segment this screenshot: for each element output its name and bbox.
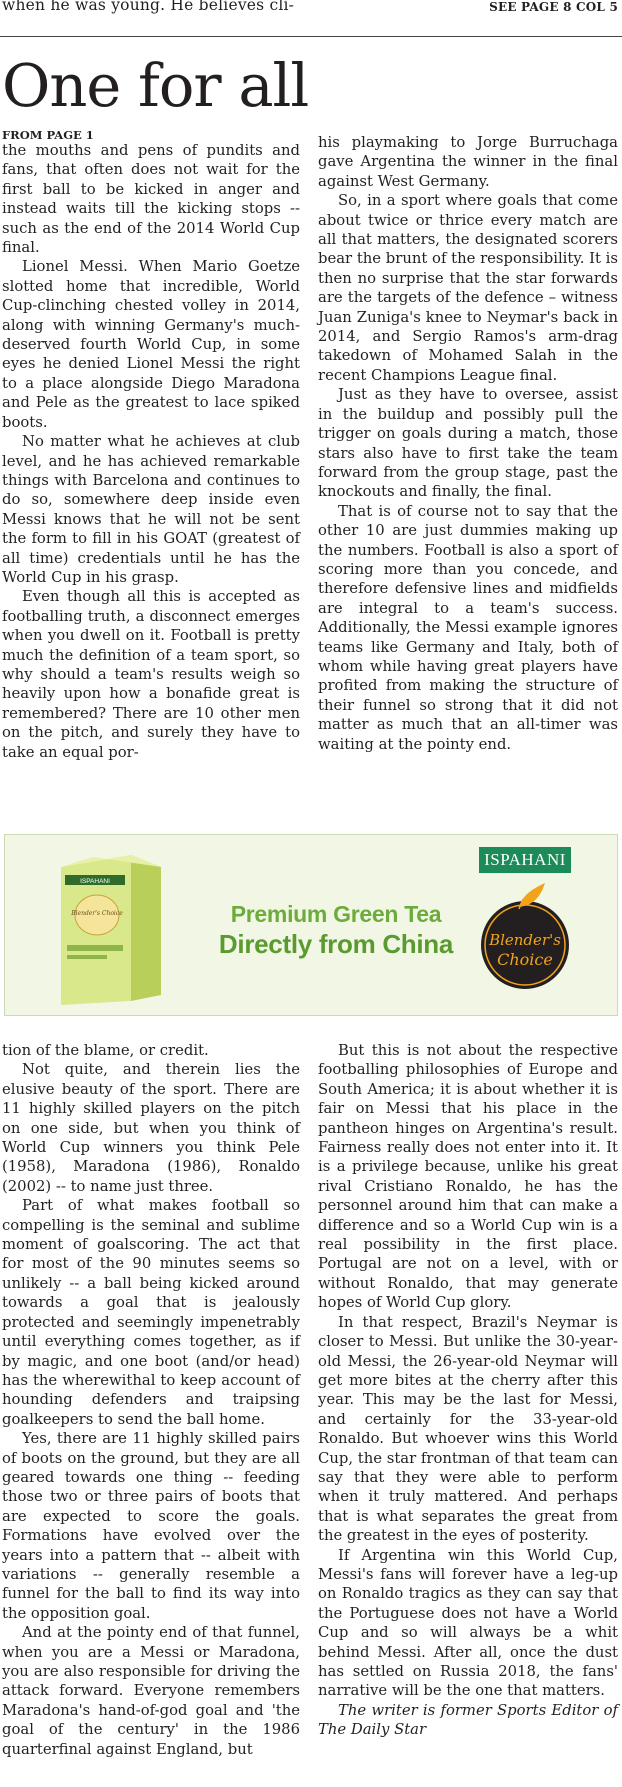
paragraph: tion of the blame, or credit. (2, 1042, 209, 1059)
paragraph: No matter what he achieves at club level, and he has achieved remarkable things with Barcelona and continues to do so, somewhere deep inside even Messi knows that he will not be sent the form to fill in his GOAT (greatest of all time) credentials until he has the World Cup in his grasp. (2, 433, 300, 586)
advertisement[interactable] (4, 834, 618, 1016)
tea-box-image (53, 845, 167, 1007)
paragraph: Part of what makes football so compelling is the seminal and sublime moment of goalscoring. The act that for most of the 90 minutes seems so unlikely -- a ball being kicked around towards a goal that is jealously protected and seemingly impenetrably until everything comes together, as if by magic, and one boot (and/or head) has the wherewithal to keep account of hounding defenders and traipsing goalkeepers to send the ball home. (2, 1197, 300, 1428)
byline: The writer is former Sports Editor of The Daily Star (318, 1701, 618, 1739)
jump-line: SEE PAGE 8 COL 5 (489, 0, 618, 14)
box-script-text: Blender's Choice (71, 910, 123, 917)
box-brand-text: ISPAHANI (80, 878, 110, 885)
article-column-2 (318, 133, 618, 754)
continued-text: when he was young. He believes cli- (2, 0, 295, 14)
paragraph: But this is not about the respective footballing philosophies of Europe and South America; it is about whether it is fair on Messi that his place in the pantheon hinges on Argentina's result. Fairness really does not enter into it. It is a privilege because, unlike his great rival Cristiano Ronaldo, he has the personnel around him that can make a difference and so a World Cup win is a real possibility in the first place. Portugal are not on a level, with or without Ronaldo, that may generate hopes of World Cup glory. (318, 1042, 618, 1312)
paragraph: In that respect, Brazil's Neymar is closer to Messi. But unlike the 30-year-old Messi, the 26-year-old Neymar will get more bites at the cherry after this year. This may be the last for Messi, and certainly for the 33-year-old Ronaldo. But whoever wins this World Cup, the star frontman of that team can say that they were able to perform when it truly mattered. And perhaps that is what separates the great from the greatest in the eyes of posterity. (318, 1313, 618, 1545)
paragraph: If Argentina win this World Cup, Messi's fans will forever have a leg-up on Ronaldo tragics as they can say that the Portuguese does not have a World Cup and so will always be a whit behind Messi. After all, once the dust has settled on Russia 2018, the fans' narrative will be the one that matters. (318, 1546, 618, 1700)
paragraph: the mouths and pens of pundits and fans, that often does not wait for the first ball to be kicked in anger and instead waits till the kicking stops -- such as the end of the 2014 World Cup final. (2, 142, 300, 257)
logo-text-1: Blender's (489, 931, 561, 949)
paragraph: And at the pointy end of that funnel, when you are a Messi or Maradona, you are also responsible for driving the attack forward. Everyone remembers Maradona's hand-of-god goal and 'the goal of the century' in the 1986 quarterfinal against England, but (2, 1624, 300, 1758)
paragraph: Lionel Messi. When Mario Goetze slotted home that incredible, World Cup-clinching chested volley in 2014, along with winning Germany's much-deserved fourth World Cup, in some eyes he denied Lionel Messi the right to a place alongside Diego Maradona and Pele as the greatest to lace spiked boots. (2, 258, 300, 431)
logo-text-2: Choice (497, 950, 553, 969)
brand-badge: ISPAHANI (479, 847, 571, 873)
paragraph: Just as they have to oversee, assist in the buildup and possibly pull the trigger on goals during a match, those stars also have to first take the team forward from the group stage, past the knockouts and finally, the final. (318, 386, 618, 501)
paragraph: Yes, there are 11 highly skilled pairs of boots on the ground, but they are all geared towards one thing -- feeding those two or three pairs of boots that are expected to score the goals. Formations have evolved over the years into a pattern that -- albeit with variations -- generally resemble a funnel for the ball to find its way into the opposition goal. (2, 1430, 300, 1622)
ad-tagline-1: Premium Green Tea (230, 901, 442, 927)
paragraph: Not quite, and therein lies the elusive beauty of the sport. There are 11 highly skilled players on the pitch on one side, but when you think of World Cup winners you think Pele (1958), Maradona (1986), Ronaldo (2002) -- to name just three. (2, 1061, 300, 1195)
paragraph: That is of course not to say that the other 10 are just dummies making up the numbers. Football is also a sport of scoring more than you concede, and therefore defensive lines and midfields are integral to a team's success. Additionally, the Messi example ignores teams like Germany and Italy, both of whom while having great players have profited from making the structure of their funnel so strong that it did not matter as much that an all-timer was waiting at the pointy end. (318, 502, 618, 753)
from-page-label: FROM PAGE 1 (2, 128, 94, 142)
paragraph: So, in a sport where goals that come about twice or thrice every match are all that matters, the designated scorers bear the brunt of the responsibility. It is then no surprise that the star forwards are the targets of the defence – witness Juan Zuniga's knee to Neymar's back in 2014, and Sergio Ramos's arm-drag takedown of Mohamed Salah in the recent Champions League final. (318, 192, 618, 384)
ad-tagline-2: Directly from China (218, 929, 454, 959)
article-column-1 (2, 141, 300, 762)
paragraph: Even though all this is accepted as footballing truth, a disconnect emerges when you dwell on it. Football is pretty much the definition of a team sport, so why should a team's results weigh so heavily upon how a bonafide great is remembered? There are 10 other men on the pitch, and surely they have to take an equal por- (2, 588, 300, 761)
headline: One for all (2, 51, 309, 120)
blenders-choice-logo (479, 879, 579, 999)
top-strip (0, 0, 622, 37)
article-column-3 (2, 1041, 300, 1759)
article-column-4 (318, 1041, 618, 1740)
paragraph: his playmaking to Jorge Burruchaga gave Argentina the winner in the final against West Germany. (318, 134, 618, 190)
